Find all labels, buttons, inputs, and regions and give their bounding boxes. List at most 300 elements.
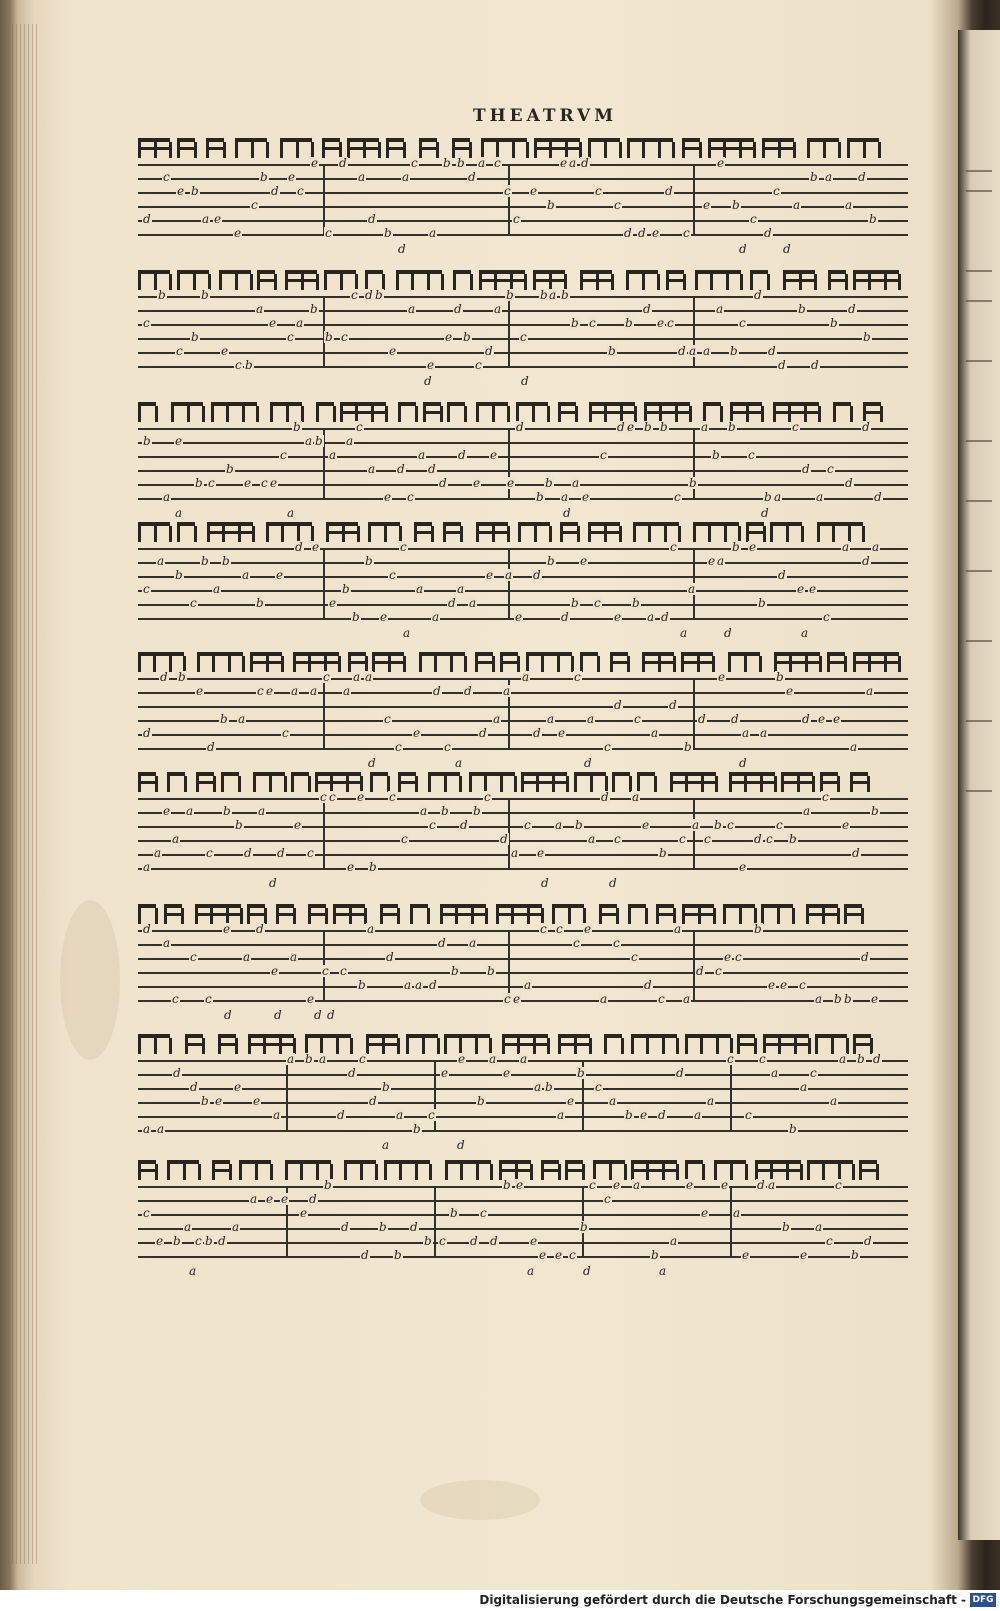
tab-letter: e	[567, 1094, 575, 1108]
rhythm-flag	[333, 904, 365, 924]
tab-letter: e	[490, 448, 498, 462]
tab-letter: c	[766, 832, 773, 846]
bass-letter: a	[455, 756, 463, 770]
rhythm-flag	[853, 270, 899, 290]
tab-letter: a	[816, 490, 824, 504]
bass-letter: d	[327, 1008, 335, 1022]
tab-letter: c	[494, 156, 501, 170]
tab-letter: a	[688, 582, 696, 596]
tab-letter: b	[863, 330, 871, 344]
rhythm-flag	[628, 904, 646, 924]
rhythm-flag	[221, 772, 239, 792]
rhythm-flag	[211, 402, 257, 422]
tab-letter: e	[270, 476, 278, 490]
tab-letter: c	[658, 992, 665, 1006]
tab-letter: c	[282, 726, 289, 740]
bar-line	[286, 1060, 288, 1132]
tab-letter: c	[143, 582, 150, 596]
rhythm-flag	[365, 270, 383, 290]
tab-letter: e	[253, 1094, 261, 1108]
tab-letter: d	[365, 288, 373, 302]
tab-letter: a	[163, 490, 171, 504]
staff-line	[138, 1214, 908, 1216]
tab-letter: a	[432, 610, 440, 624]
bass-letter: a	[659, 1264, 667, 1278]
tab-letter: c	[206, 846, 213, 860]
staff-line	[138, 484, 908, 486]
rhythm-flag	[195, 904, 241, 924]
tab-letter: c	[163, 170, 170, 184]
tab-letter: d	[438, 936, 446, 950]
tab-letter: c	[727, 818, 734, 832]
tab-letter: a	[250, 1192, 258, 1206]
rhythm-flag	[604, 1034, 622, 1054]
digitization-footer	[0, 1590, 1000, 1611]
tab-letter: e	[515, 610, 523, 624]
tab-letter: a	[365, 670, 373, 684]
rhythm-flag	[626, 270, 658, 290]
rhythm-flag	[534, 138, 580, 158]
tab-letter: b	[352, 610, 360, 624]
tab-letter: c	[715, 964, 722, 978]
tab-letter: e	[380, 610, 388, 624]
rhythm-flag	[693, 522, 739, 542]
rhythm-flag	[853, 1034, 871, 1054]
tab-letter: d	[458, 448, 466, 462]
tab-letter: c	[323, 670, 330, 684]
tab-letter: b	[545, 1080, 553, 1094]
rhythm-flag	[761, 904, 793, 924]
tab-letter: d	[460, 818, 468, 832]
page-edges	[8, 24, 38, 1564]
tab-letter: c	[401, 832, 408, 846]
rhythm-flag	[750, 270, 768, 290]
tab-letter: e	[214, 212, 222, 226]
tab-letter: e	[234, 1080, 242, 1094]
tab-letter: b	[245, 358, 253, 372]
staff-line	[138, 296, 908, 298]
tab-letter: c	[475, 358, 482, 372]
tab-letter: d	[448, 596, 456, 610]
tab-letter: b	[789, 1122, 797, 1136]
tab-letter: d	[852, 846, 860, 860]
tab-letter: b	[369, 860, 377, 874]
tab-letter: d	[676, 1066, 684, 1080]
bass-letter: a	[287, 506, 295, 520]
tab-letter: a	[367, 922, 375, 936]
tab-letter: c	[773, 184, 780, 198]
tab-letter: d	[638, 226, 646, 240]
tab-letter: a	[291, 684, 299, 698]
tab-letter: c	[172, 992, 179, 1006]
rhythm-flag	[642, 652, 674, 672]
rhythm-flag	[807, 138, 839, 158]
tab-letter: b	[644, 420, 652, 434]
tab-letter: a	[633, 1178, 641, 1192]
tab-letter: b	[235, 818, 243, 832]
staff-line	[138, 604, 908, 606]
tab-letter: a	[825, 170, 833, 184]
tab-letter: e	[276, 568, 284, 582]
tab-letter: c	[395, 740, 402, 754]
tab-letter: a	[469, 936, 477, 950]
tab-letter: b	[540, 288, 548, 302]
tablature-system	[138, 522, 908, 652]
rhythm-flag	[138, 652, 184, 672]
rhythm-flag	[380, 904, 398, 924]
rhythm-flags	[138, 138, 908, 160]
rhythm-flag	[270, 402, 302, 422]
rhythm-flag	[406, 1034, 438, 1054]
bar-line	[693, 678, 695, 750]
rhythm-flag	[783, 270, 815, 290]
tab-letter: b	[834, 992, 842, 1006]
staff-line	[138, 734, 908, 736]
tab-letter: c	[257, 684, 264, 698]
tab-letter: c	[614, 198, 621, 212]
tab-letter: e	[175, 434, 183, 448]
tab-letter: c	[573, 936, 580, 950]
tab-letter: b	[379, 1220, 387, 1234]
rhythm-flag	[588, 522, 620, 542]
tab-letter: b	[365, 554, 373, 568]
tab-letter: c	[205, 992, 212, 1006]
tab-letter: c	[556, 922, 563, 936]
rhythm-flag	[410, 904, 428, 924]
tab-letter: e	[300, 1206, 308, 1220]
tab-letter: b	[178, 670, 186, 684]
tab-letter: a	[569, 156, 577, 170]
rhythm-flag	[423, 402, 441, 422]
tab-letter: a	[557, 1108, 565, 1122]
tab-letter: d	[661, 610, 669, 624]
tab-letter: a	[238, 712, 246, 726]
rhythm-flag	[444, 1034, 490, 1054]
tab-letter: d	[874, 490, 882, 504]
tab-letter: d	[778, 358, 786, 372]
bass-letter: d	[739, 242, 747, 256]
rhythm-flag	[656, 904, 674, 924]
staff-line	[138, 812, 908, 814]
tablature-staff	[138, 670, 908, 754]
bass-letter: d	[541, 876, 549, 890]
tab-letter: a	[694, 1108, 702, 1122]
rhythm-flag	[196, 772, 214, 792]
rhythm-flag	[219, 270, 251, 290]
staff-line	[138, 324, 908, 326]
tab-letter: a	[202, 212, 210, 226]
bass-letter: d	[761, 506, 769, 520]
rhythm-flag	[452, 138, 470, 158]
tab-letter: b	[851, 1248, 859, 1262]
rhythm-flag	[479, 270, 525, 290]
tab-letter: a	[689, 344, 697, 358]
tab-letter: c	[190, 950, 197, 964]
rhythm-flag	[682, 138, 700, 158]
tab-letter: c	[389, 790, 396, 804]
tab-letter: b	[191, 184, 199, 198]
rhythm-flag	[138, 904, 156, 924]
rhythm-flag	[414, 522, 432, 542]
rhythm-flag	[627, 138, 673, 158]
rhythm-flag	[308, 904, 326, 924]
tab-letter: d	[218, 1234, 226, 1248]
bass-letter: d	[269, 876, 277, 890]
tab-letter: a	[143, 1122, 151, 1136]
tab-letter: e	[329, 596, 337, 610]
tab-letter: d	[614, 698, 622, 712]
tab-letter: a	[703, 344, 711, 358]
tab-letter: a	[503, 684, 511, 698]
rhythm-flag	[285, 270, 317, 290]
tab-letter: c	[704, 832, 711, 846]
rhythm-flag	[728, 652, 760, 672]
tab-letter: d	[754, 832, 762, 846]
tab-letter: c	[589, 1178, 596, 1192]
rhythm-flag	[589, 402, 635, 422]
staff-line	[138, 1074, 908, 1076]
tab-letter: a	[520, 1052, 528, 1066]
tab-letter: c	[614, 832, 621, 846]
rhythm-flags	[138, 270, 908, 292]
rhythm-flag	[496, 904, 542, 924]
tab-letter: b	[256, 596, 264, 610]
rhythm-flag	[167, 1160, 199, 1180]
tab-letter: d	[386, 950, 394, 964]
tab-letter: a	[555, 818, 563, 832]
tab-letter: e	[537, 846, 545, 860]
tab-letter: b	[689, 476, 697, 490]
tab-letter: d	[410, 1220, 418, 1234]
staff-line	[138, 720, 908, 722]
rhythm-flag	[476, 522, 508, 542]
tab-letter: b	[325, 330, 333, 344]
rhythm-flag	[558, 402, 576, 422]
tab-letter: c	[810, 1066, 817, 1080]
tab-letter: b	[384, 226, 392, 240]
tab-letter: b	[728, 420, 736, 434]
tab-letter: a	[561, 490, 569, 504]
tab-letter: b	[659, 846, 667, 860]
tab-letter: d	[309, 1192, 317, 1206]
tab-letter: b	[571, 316, 579, 330]
tab-letter: e	[294, 818, 302, 832]
rhythm-flag	[631, 1160, 677, 1180]
rhythm-flag	[773, 402, 819, 422]
tab-letter: d	[533, 568, 541, 582]
tab-letter: a	[420, 804, 428, 818]
tab-letter: e	[768, 978, 776, 992]
tab-letter: a	[872, 540, 880, 554]
rhythm-flag	[315, 772, 361, 792]
tab-letter: d	[428, 462, 436, 476]
tab-letter: a	[742, 726, 750, 740]
tab-letter: a	[305, 434, 313, 448]
tab-letter: e	[156, 1234, 164, 1248]
tab-letter: c	[595, 184, 602, 198]
tab-letter: c	[835, 1178, 842, 1192]
tab-letter: b	[712, 448, 720, 462]
tab-letter: a	[287, 1052, 295, 1066]
bass-letter: d	[274, 1008, 282, 1022]
rhythm-flag	[633, 522, 679, 542]
tab-letter: c	[484, 790, 491, 804]
bass-letter: d	[584, 756, 592, 770]
tab-letter: b	[487, 964, 495, 978]
tab-letter: b	[869, 212, 877, 226]
rhythm-flag	[344, 1160, 376, 1180]
tab-letter: d	[858, 170, 866, 184]
tab-letter: a	[850, 740, 858, 754]
rhythm-flag	[516, 402, 548, 422]
tab-letter: c	[634, 712, 641, 726]
tab-letter: c	[745, 1108, 752, 1122]
tab-letter: e	[215, 1094, 223, 1108]
tab-letter: b	[810, 170, 818, 184]
tab-letter: c	[287, 330, 294, 344]
tab-letter: d	[143, 212, 151, 226]
tab-letter: e	[384, 490, 392, 504]
bass-letter: a	[527, 1264, 535, 1278]
bar-line	[323, 798, 325, 870]
tab-letter: c	[674, 490, 681, 504]
tab-letter: a	[258, 804, 266, 818]
tab-letter: b	[580, 1220, 588, 1234]
tab-letter: b	[324, 1178, 332, 1192]
rhythm-flag	[685, 1160, 703, 1180]
staff-line	[138, 706, 908, 708]
tab-letter: c	[670, 540, 677, 554]
tab-letter: a	[396, 1108, 404, 1122]
tab-letter: a	[549, 288, 557, 302]
rhythm-flag	[368, 522, 400, 542]
tab-letter: a	[670, 1234, 678, 1248]
rhythm-flag	[844, 904, 862, 924]
tab-letter: c	[827, 462, 834, 476]
tab-letter: e	[640, 1108, 648, 1122]
tab-letter: e	[657, 316, 665, 330]
tab-letter: c	[429, 818, 436, 832]
bass-letter: a	[801, 626, 809, 640]
rhythm-flag	[440, 904, 486, 924]
tab-letter: c	[384, 712, 391, 726]
tab-letter: c	[176, 344, 183, 358]
staff-line	[138, 456, 908, 458]
rhythm-flag	[386, 138, 404, 158]
tab-letter: c	[748, 448, 755, 462]
tab-letter: d	[678, 344, 686, 358]
rhythm-flag	[682, 904, 714, 924]
tab-letter: b	[561, 288, 569, 302]
rhythm-flag	[599, 904, 617, 924]
tab-letter: a	[402, 170, 410, 184]
rhythm-flag	[714, 1160, 746, 1180]
rhythm-flag	[847, 138, 879, 158]
tab-letter: a	[547, 712, 555, 726]
tab-letter: e	[871, 992, 879, 1006]
tab-letter: e	[613, 1178, 621, 1192]
tab-letter: b	[463, 330, 471, 344]
tab-letter: c	[325, 226, 332, 240]
staff-line	[138, 854, 908, 856]
tab-letter: d	[533, 726, 541, 740]
rhythm-flag	[580, 270, 612, 290]
tab-letter: d	[244, 846, 252, 860]
staff-line	[138, 1256, 908, 1258]
tab-letter: b	[201, 1094, 209, 1108]
tab-letter: e	[582, 490, 590, 504]
staff-line	[138, 1000, 908, 1002]
tab-letter: e	[413, 726, 421, 740]
tab-letter: d	[348, 1066, 356, 1080]
tab-letter: e	[223, 922, 231, 936]
tab-letter: d	[468, 170, 476, 184]
rhythm-flag	[574, 772, 606, 792]
tab-letter: a	[415, 978, 423, 992]
tablature-system	[138, 1034, 908, 1164]
tab-letter: a	[358, 170, 366, 184]
tab-letter: c	[739, 316, 746, 330]
tablature-staff	[138, 1052, 908, 1136]
tab-letter: a	[511, 846, 519, 860]
rhythm-flag	[239, 1160, 271, 1180]
rhythm-flag	[762, 138, 794, 158]
rhythm-flag	[502, 1034, 548, 1054]
tab-letter: a	[572, 476, 580, 490]
tab-letter: c	[143, 316, 150, 330]
tablature-staff	[138, 156, 908, 240]
tab-letter: e	[558, 726, 566, 740]
tab-letter: b	[857, 1052, 865, 1066]
tab-letter: e	[800, 1248, 808, 1262]
tab-letter: c	[195, 1234, 202, 1248]
tab-letter: a	[707, 1094, 715, 1108]
tab-letter: e	[427, 358, 435, 372]
bass-letter: a	[403, 626, 411, 640]
tab-letter: b	[871, 804, 879, 818]
tab-letter: d	[698, 712, 706, 726]
tab-letter: e	[652, 226, 660, 240]
tab-letter: d	[337, 1108, 345, 1122]
tab-letter: b	[394, 1248, 402, 1262]
facing-page-edge	[958, 30, 1000, 1540]
tab-letter: d	[339, 156, 347, 170]
dfg-logo: DFG	[970, 1593, 996, 1607]
tab-letter: e	[530, 184, 538, 198]
tab-letter: e	[555, 1248, 563, 1262]
tab-letter: d	[665, 184, 673, 198]
tab-letter: c	[822, 790, 829, 804]
tab-letter: c	[235, 358, 242, 372]
bass-letter: a	[382, 1138, 390, 1152]
tab-letter: d	[479, 726, 487, 740]
staff-line	[138, 442, 908, 444]
tab-letter: d	[490, 1234, 498, 1248]
rhythm-flag	[610, 652, 628, 672]
rhythm-flag	[580, 652, 598, 672]
tab-letter: c	[600, 448, 607, 462]
bar-line	[730, 1060, 732, 1132]
tab-letter: b	[577, 1066, 585, 1080]
tab-letter: b	[375, 288, 383, 302]
tab-letter: e	[503, 1066, 511, 1080]
tab-letter: b	[547, 554, 555, 568]
tab-letter: a	[793, 198, 801, 212]
tab-letter: c	[520, 330, 527, 344]
tab-letter: b	[503, 1178, 511, 1192]
tab-letter: a	[242, 568, 250, 582]
tab-letter: d	[861, 950, 869, 964]
